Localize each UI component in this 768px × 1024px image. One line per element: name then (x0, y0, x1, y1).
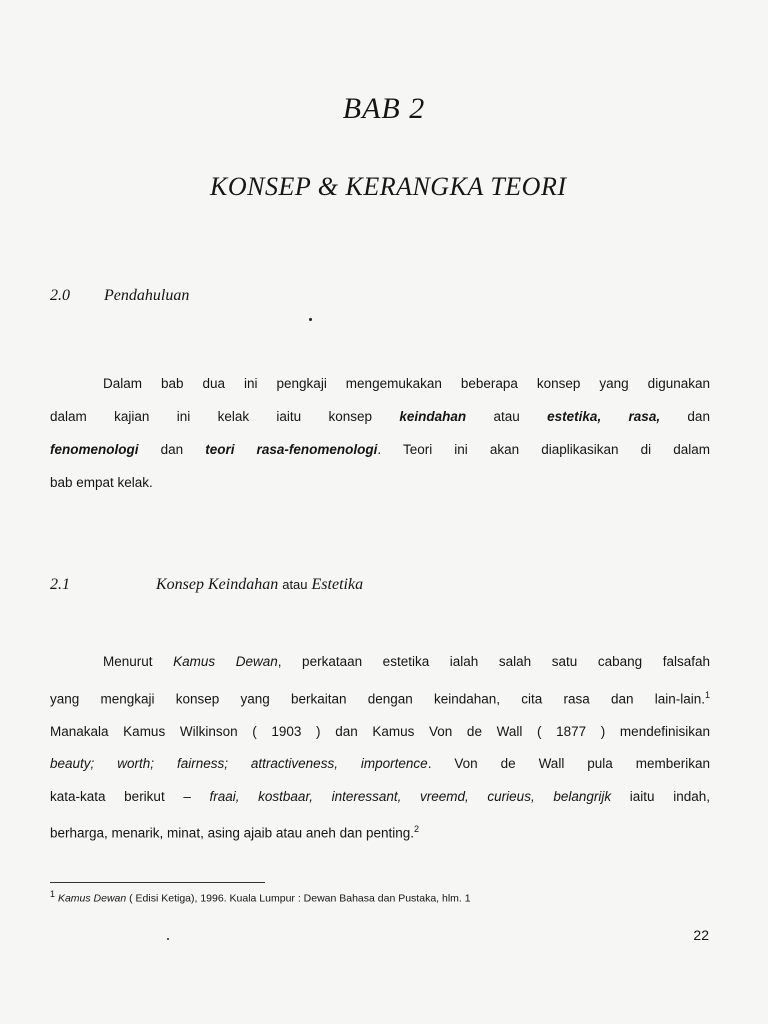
paragraph-estetika (50, 646, 710, 850)
text-run: dan (160, 442, 184, 457)
section-title-part: atau (282, 577, 308, 592)
section-number: 2.1 (50, 576, 70, 593)
text-run: atau (493, 409, 520, 424)
text-line (50, 646, 710, 679)
text-line (50, 813, 710, 850)
footnote-source: Kamus Dewan (57, 892, 127, 905)
text-run: . Von de Wall pula memberikan (427, 756, 711, 771)
text-line (50, 679, 710, 716)
section-heading-konsep-keindahan (50, 576, 364, 594)
text-run: Menurut (103, 654, 153, 669)
scan-speck (309, 318, 312, 321)
footnote-marker: 1 (50, 889, 56, 899)
text-run: dan (687, 409, 710, 424)
term-rasa: rasa, (628, 409, 661, 424)
text-line (50, 400, 710, 433)
footnote-details: ( Edisi Ketiga), 1996. Kuala Lumpur : Dewan Bahasa dan Pustaka, hlm. 1 (129, 892, 471, 905)
text-run: iaitu indah, (629, 788, 710, 804)
section-title-part: Konsep Keindahan (156, 576, 279, 593)
section-title: Pendahuluan (104, 287, 190, 304)
section-title-part: Estetika (311, 576, 364, 593)
text-run: . Teori ini akan diaplikasikan di dalam (377, 442, 710, 457)
text-line (50, 781, 710, 814)
section-heading-pendahuluan (50, 287, 190, 305)
chapter-title: KONSEP & KERANGKA TEORI (210, 172, 567, 201)
text-run: , perkataan estetika ialah salah satu cabang falsafah (277, 654, 710, 669)
text-run: berharga, menarik, minat, asing ajaib atau aneh dan penting. (50, 825, 414, 841)
text-line: Dalam bab dua ini pengkaji mengemukakan beberapa konsep yang digunakan (103, 376, 710, 391)
term-keindahan: keindahan (399, 409, 467, 424)
section-number: 2.0 (50, 287, 70, 304)
scan-speck (167, 938, 169, 940)
footnote-ref: 1 (704, 689, 710, 700)
text-run: dalam kajian ini kelak iaitu konsep (50, 409, 373, 424)
text-line (50, 748, 710, 781)
text-line: bab empat kelak. (50, 475, 153, 490)
text-line (50, 433, 710, 466)
text-line: Manakala Kamus Wilkinson ( 1903 ) dan Kamus Von de Wall ( 1877 ) mendefinisikan (50, 723, 710, 739)
term-fenomenologi: fenomenologi (50, 442, 139, 457)
chapter-label: BAB 2 (342, 92, 426, 125)
section-title (156, 576, 363, 594)
paragraph-pendahuluan (50, 367, 710, 499)
text-run: kata-kata berikut – (50, 788, 191, 804)
term-teori-rasa-fenomenologi: teori rasa-fenomenologi (205, 442, 378, 457)
footnote-ref: 2 (414, 824, 420, 834)
footnote (50, 889, 471, 905)
term-kamus-dewan: Kamus Dewan (173, 654, 278, 669)
footnote-divider (50, 882, 265, 883)
term-list-english: beauty; worth; fairness; attractiveness, importence (50, 756, 428, 771)
term-estetika: estetika, (547, 409, 602, 424)
text-run: yang mengkaji konsep yang berkaitan dengan keindahan, cita rasa dan lain-lain. (50, 691, 705, 706)
term-list-dutch: fraai, kostbaar, interessant, vreemd, curieus, belangrijk (209, 788, 612, 804)
page-number: 22 (693, 927, 709, 943)
